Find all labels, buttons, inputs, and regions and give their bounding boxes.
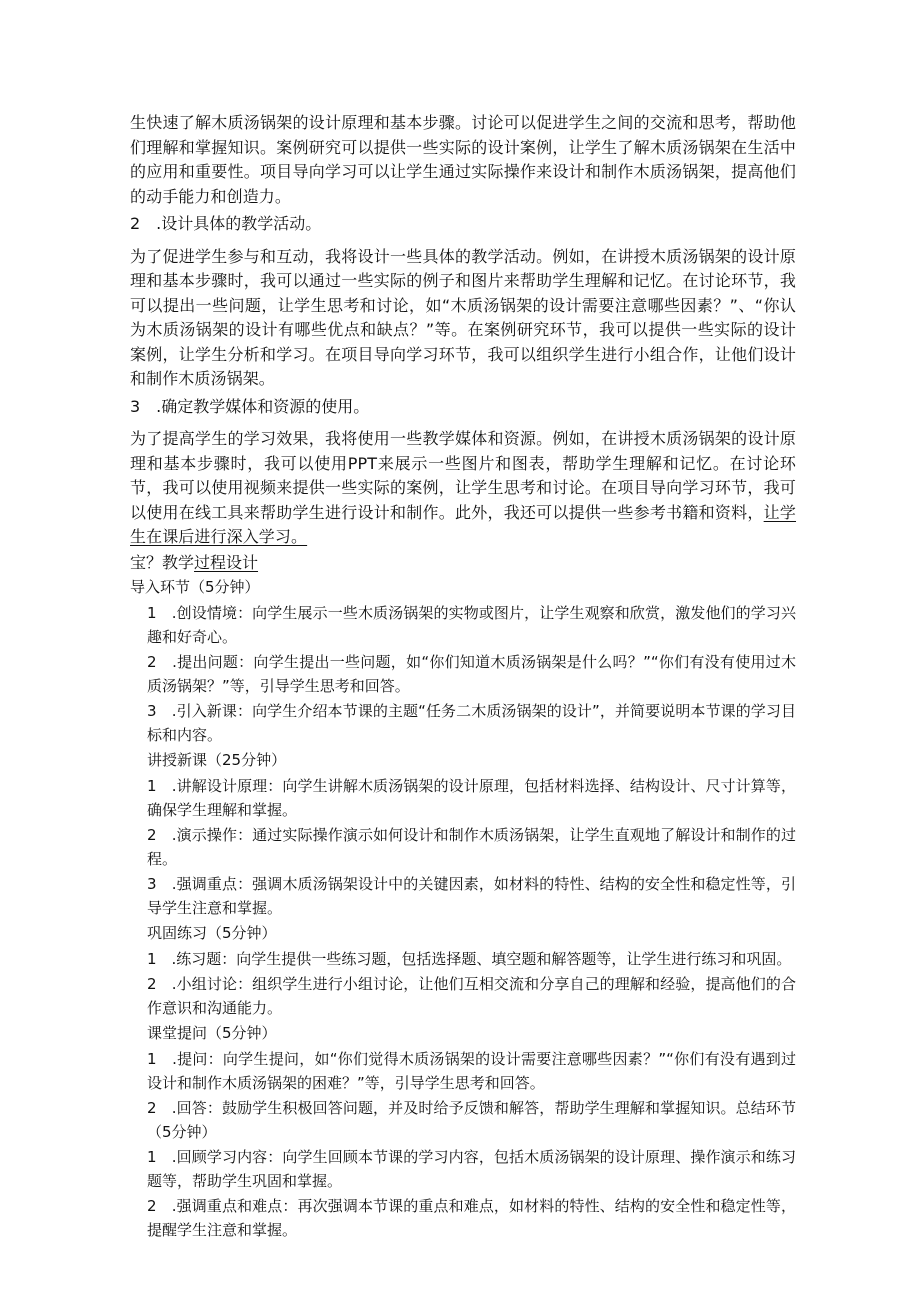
intro-item-1: 1 .创设情境：向学生展示一些木质汤锅架的实物或图片，让学生观察和欣赏，激发他们的学习兴趣和好奇心。 [147, 603, 796, 646]
document-body [130, 111, 796, 1242]
questions-item-1: 1 .提问：向学生提问，如“你们觉得木质汤锅架的设计需要注意哪些因素？”“你们有没有遇到过设计和制作木质汤锅架的困难？”等，引导学生思考和回答。 [147, 1049, 796, 1092]
lecture-item-2: 2 .演示操作：通过实际操作演示如何设计和制作木质汤锅架，让学生直观地了解设计和制作的过程。 [147, 825, 796, 868]
section-title-lecture: 讲授新课（25分钟） [147, 750, 287, 769]
intro-item-2: 2 .提出问题：向学生提出一些问题，如“你们知道木质汤锅架是什么吗？”“你们有没有使用过木质汤锅架？”等，引导学生思考和回答。 [147, 652, 796, 695]
section-title-intro: 导入环节（5分钟） [130, 577, 260, 596]
summary-item-2: 2 .强调重点和难点：再次强调本节课的重点和难点，如材料的特性、结构的安全性和稳定性等，提醒学生注意和掌握。 [147, 1196, 796, 1239]
section-title-questions: 课堂提问（5分钟） [147, 1023, 277, 1042]
activities-paragraph: 为了促进学生参与和互动，我将设计一些具体的教学活动。例如，在讲授木质汤锅架的设计原理和基本步骤时，我可以通过一些实际的例子和图片来帮助学生理解和记忆。在讨论环节，我可以提出一些问题，让学生思考和讨论，如“木质汤锅架的设计需要注意哪些因素？”、“你认为木质汤锅架的设计有哪些优点和缺点？”等。在案例研究环节，我可以提供一些实际的设计案例，让学生分析和学习。在项目导向学习环节，我可以组织学生进行小组合作，让他们设计和制作木质汤锅架。 [130, 246, 796, 388]
media-paragraph-underlined: 让学生在课后进行深入学习。 [130, 502, 797, 546]
process-title-underlined: 过程设计 [194, 552, 259, 572]
process-title-prefix: 宝？教学 [130, 552, 195, 572]
process-title [130, 551, 796, 574]
intro-item-3: 3 .引入新课：向学生介绍本节课的主题“任务二木质汤锅架的设计”，并简要说明本节课的学习目标和内容。 [147, 701, 796, 744]
practice-item-2: 2 .小组讨论：组织学生进行小组讨论，让他们互相交流和分享自己的理解和经验，提高他们的合作意识和沟通能力。 [147, 974, 796, 1017]
heading-design-activities: 2 .设计具体的教学活动。 [130, 214, 322, 233]
questions-item-2: 2 .回答：鼓励学生积极回答问题，并及时给予反馈和解答，帮助学生理解和掌握知识。总结环节（5分钟） [147, 1098, 796, 1141]
intro-paragraph: 生快速了解木质汤锅架的设计原理和基本步骤。讨论可以促进学生之间的交流和思考，帮助他们理解和掌握知识。案例研究可以提供一些实际的设计案例，让学生了解木质汤锅架在生活中的应用和重要性。项目导向学习可以让学生通过实际操作来设计和制作木质汤锅架，提高他们的动手能力和创造力。 [130, 113, 796, 206]
media-paragraph [130, 427, 796, 550]
section-title-practice: 巩固练习（5分钟） [147, 923, 277, 942]
lecture-item-3: 3 .强调重点：强调木质汤锅架设计中的关键因素，如材料的特性、结构的安全性和稳定性等，引导学生注意和掌握。 [147, 874, 796, 917]
lecture-item-1: 1 .讲解设计原理：向学生讲解木质汤锅架的设计原理，包括材料选择、结构设计、尺寸计算等，确保学生理解和掌握。 [147, 776, 796, 819]
summary-item-1: 1 .回顾学习内容：向学生回顾本节课的学习内容，包括木质汤锅架的设计原理、操作演示和练习题等，帮助学生巩固和掌握。 [147, 1147, 796, 1190]
media-paragraph-text: 为了提高学生的学习效果，我将使用一些教学媒体和资源。例如，在讲授木质汤锅架的设计原理和基本步骤时，我可以使用PPT来展示一些图片和图表，帮助学生理解和记忆。在讨论环节，我可以使用视频来提供一些实际的案例，让学生思考和讨论。在项目导向学习环节，我可以使用在线工具来帮助学生进行设计和制作。此外，我还可以提供一些参考书籍和资料， [130, 429, 796, 522]
practice-item-1: 1 .练习题：向学生提供一些练习题，包括选择题、填空题和解答题等，让学生进行练习和巩固。 [147, 949, 792, 968]
heading-media-resources: 3 .确定教学媒体和资源的使用。 [130, 396, 370, 416]
